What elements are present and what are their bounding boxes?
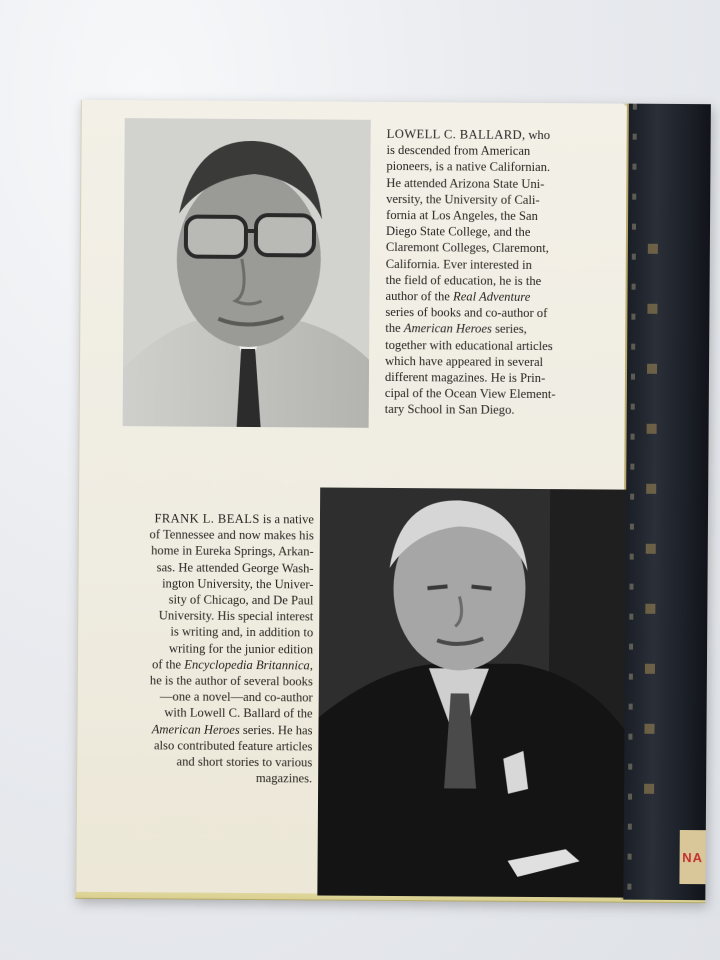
bio-text: , who [522,127,551,143]
bio-line [386,223,626,241]
bio-line [78,526,314,544]
bio-text: also contributed feature articles [153,738,313,754]
bio-text: Claremont Colleges, Claremont, [385,240,549,256]
bio-line [77,575,313,593]
bio-text: University. His special interest [158,608,314,624]
bio-line [385,337,625,355]
bio-line [385,353,625,371]
bio-line [386,272,626,290]
bio-line [386,175,626,193]
bio-text: author of the [385,288,454,304]
bio-text: which have appeared in several [385,353,544,369]
bio-line [77,591,313,609]
bio-text: He attended Arizona State Uni- [386,175,545,191]
bio-line [386,191,626,209]
book-spine [621,104,711,901]
bio-line [77,623,313,641]
bio-line [385,385,625,403]
bio-text: series. He has [239,722,313,738]
bio-line [77,688,313,706]
bio-text: , [309,658,313,673]
bio-line [386,256,626,274]
bio-text: and short stories to various [176,754,313,770]
bio-text: California. Ever interested in [385,256,532,272]
bio-line [77,704,313,722]
bio-text: LOWELL C. BALLARD [386,126,523,142]
bio-text: with Lowell C. Ballard of the [164,705,313,721]
bio-line [386,142,626,160]
bio-line [76,753,312,771]
bio-ballard [385,126,627,419]
bio-line [387,126,627,144]
bio-text: sas. He attended George Wash- [156,559,314,576]
bio-text: cipal of the Ocean View Element- [384,386,556,402]
bio-text: Real Adventure [452,289,531,304]
bio-text: of Tennessee and now makes his [149,527,314,543]
bio-text: is writing and, in addition to [170,624,314,640]
bio-line [386,207,626,225]
bio-text: ington University, the Univer- [162,576,314,592]
bio-text: different magazines. He is Prin- [384,369,546,386]
bio-text: pioneers, is a native Californian. [386,159,551,175]
bio-text: fornia at Los Angeles, the San [386,207,538,224]
bio-line [77,639,313,657]
bio-text: series, [491,322,527,337]
bio-beals [76,510,314,787]
bio-text: of the [151,657,185,672]
bio-line [386,239,626,257]
bio-text: is a native [259,512,315,527]
bio-line [76,720,312,738]
book-back-cover [75,100,713,930]
bio-text: writing for the junior edition [168,641,314,657]
portrait-beals [317,487,626,897]
bio-line [76,737,312,755]
bio-text: together with educational articles [385,337,553,353]
bio-line [385,401,625,419]
bio-text: is descended from American [386,143,531,159]
bio-text: magazines. [255,771,313,786]
bio-line [77,607,313,625]
bio-text: sity of Chicago, and De Paul [168,592,314,608]
bio-text: Encyclopedia Britannica [184,657,310,673]
bio-text: tary School in San Diego. [384,402,515,418]
bio-text: Diego State College, and the [385,224,531,240]
bio-text: the [385,321,404,336]
bio-text: versity, the University of Cali- [386,191,540,207]
bio-line [386,158,626,176]
bio-line [385,320,625,338]
bio-line [385,369,625,387]
spine-title-marks [644,244,658,844]
portrait-ballard [123,118,371,428]
spine-publisher-badge: NA [679,830,705,884]
bio-line [76,769,312,787]
bio-text: series of books and co-author of [385,305,548,321]
bio-text: American Heroes [151,721,240,737]
bio-text: he is the author of several books [149,673,313,689]
bio-line [78,510,314,528]
bio-line [78,542,314,560]
spine-wear [627,104,637,900]
bio-line [78,558,314,576]
bio-line [77,656,313,674]
bio-text: home in Eureka Springs, Arkan- [151,543,314,559]
bio-text: —one a novel—and co-author [159,689,313,705]
bio-line [385,304,625,322]
author-photo-beals [317,487,626,897]
bio-text: FRANK L. BEALS [154,511,260,527]
author-photo-ballard [123,118,371,428]
bio-line [77,672,313,690]
bio-line [385,288,625,306]
bio-text: American Heroes [403,321,492,337]
bio-text: the field of education, he is the [385,272,542,288]
